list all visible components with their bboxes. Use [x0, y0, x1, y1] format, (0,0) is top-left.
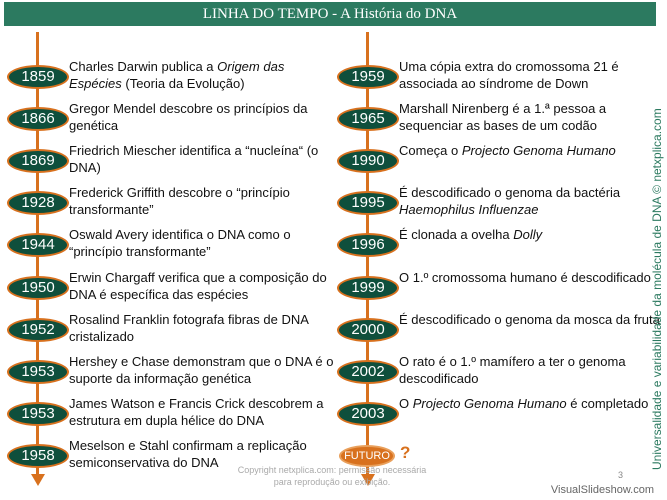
event-description: Marshall Nirenberg é a 1.ª pessoa a sequenciar as bases de um codão: [399, 101, 607, 134]
year-badge-1866: [7, 107, 69, 131]
year-label: 1859: [21, 68, 55, 85]
event-description: Rosalind Franklin fotografa fibras de DNA cristalizado: [69, 311, 309, 344]
event-description: É clonada a ovelha Dolly: [399, 227, 543, 243]
year-label: 1996: [351, 236, 385, 254]
event-description: Uma cópia extra do cromossoma 21 é associada ao síndrome de Down: [399, 59, 619, 91]
event-description: Gregor Mendel descobre os princípios da genética: [69, 101, 308, 134]
event-description: Charles Darwin publica a Origem das Espécies (Teoria da Evolução): [69, 59, 285, 91]
year-label: 1869: [21, 152, 55, 170]
year-label: 1953: [21, 404, 55, 422]
event-description: O rato é o 1.º mamífero a ter o genoma descodificado: [399, 353, 626, 386]
year-label: 1990: [351, 152, 385, 170]
year-label: 1995: [351, 194, 385, 212]
year-badge-2000: [337, 318, 399, 342]
watermark: VisualSlideshow.com: [550, 484, 654, 496]
year-badge-1953: [7, 360, 69, 384]
year-label: 1958: [21, 446, 55, 464]
year-label: 1953: [21, 362, 55, 380]
year-label: 1944: [21, 236, 55, 254]
year-badge-1958: [7, 444, 69, 468]
year-badge-1995: [337, 191, 399, 215]
year-badge-1990: [337, 149, 399, 173]
year-badge-1959: [337, 65, 399, 89]
event-description: O 1.º cromossoma humano é descodificado: [399, 269, 651, 285]
future-label: FUTURO: [344, 450, 390, 462]
event-description: Começa o Projecto Genoma Humano: [399, 143, 616, 159]
event-description: É descodificado o genoma da bactéria Haemophilus Influenzae: [399, 185, 621, 218]
event-description: Erwin Chargaff verifica que a composição do DNA é específica das espécies: [69, 269, 327, 302]
year-label: 1959: [351, 68, 385, 85]
year-label: 2003: [351, 404, 385, 422]
event-description: Meselson e Stahl confirmam a replicação semiconservativa do DNA: [69, 437, 307, 470]
event-description: É descodificado o genoma da mosca da fruta: [399, 311, 660, 327]
event-description: Hershey e Chase demonstram que o DNA é o suporte da informação genética: [69, 353, 334, 386]
event-description: James Watson e Francis Crick descobrem a estrutura em dupla hélice do DNA: [69, 395, 324, 428]
title-bar: [4, 2, 656, 26]
year-label: 1965: [351, 110, 385, 128]
year-badge-1950: [7, 276, 69, 300]
copyright-notice: Copyright netxplica.com: permissão necessária para reprodução ou exibição.: [237, 465, 427, 487]
year-label: 1950: [21, 278, 55, 296]
left-timeline-arrowhead: [31, 474, 45, 486]
event-description: Oswald Avery identifica o DNA como o “princípio transformante”: [69, 227, 291, 260]
year-badge-1999: [337, 276, 399, 300]
year-badge-1859: [7, 65, 69, 89]
year-label: 2002: [351, 362, 385, 380]
event-description: Friedrich Miescher identifica a “nucleína“ (o DNA): [69, 143, 319, 176]
side-credit: Universalidade e variabilidade da molécula de DNA © netxplica.com: [650, 108, 664, 470]
page-title: LINHA DO TEMPO - A História do DNA: [202, 6, 458, 22]
page-number: 3: [618, 470, 624, 480]
event-description: Frederick Griffith descobre o “princípio transformante”: [69, 185, 290, 218]
year-badge-1869: [7, 149, 69, 173]
year-badge-1996: [337, 233, 399, 257]
year-label: 1952: [21, 320, 55, 338]
year-label: 1928: [21, 194, 55, 212]
year-badge-2003: [337, 402, 399, 426]
year-badge-1953: [7, 402, 69, 426]
year-badge-1944: [7, 233, 69, 257]
year-label: 1999: [351, 278, 385, 296]
year-label: 1866: [21, 110, 55, 128]
event-description: O Projecto Genoma Humano é completado: [399, 395, 649, 411]
year-badge-1928: [7, 191, 69, 215]
future-question-mark: ?: [400, 443, 411, 462]
year-badge-2002: [337, 360, 399, 384]
year-badge-1952: [7, 318, 69, 342]
year-badge-1965: [337, 107, 399, 131]
year-label: 2000: [351, 320, 385, 338]
